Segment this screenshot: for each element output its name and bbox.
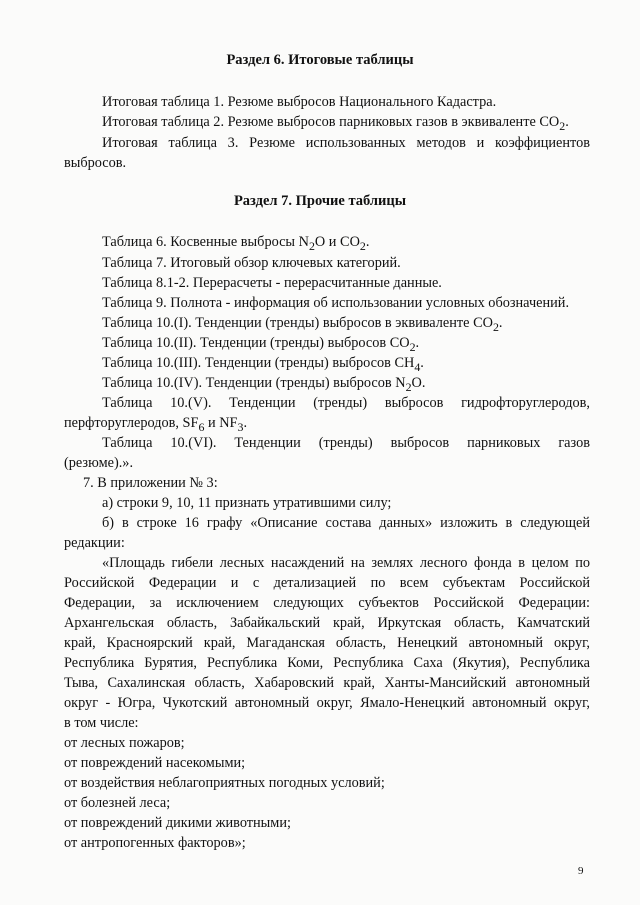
list-item: от повреждений насекомыми;: [64, 755, 246, 771]
quote-line: Федерации, за исключением следующих субъектов Российской Федерации:: [64, 595, 590, 611]
line-text: O.: [411, 375, 426, 391]
line-text: .: [498, 315, 503, 331]
list-item: от антропогенных факторов»;: [64, 835, 246, 851]
table-10-vi-line: Таблица 10.(VI). Тенденции (тренды) выбросов парниковых газов: [102, 435, 590, 451]
quote-line: в том числе:: [64, 715, 139, 731]
subscript: 2: [492, 319, 499, 334]
quote-line: Республика Бурятия, Республика Коми, Республика Саха (Якутия), Республика: [64, 655, 590, 671]
quote-line: Российской Федерации и с детализацией по всем субъектам Российской: [64, 575, 590, 591]
summary-table-3-line: Итоговая таблица 3. Резюме использованных методов и коэффициентов: [102, 135, 590, 151]
section-6-heading: Раздел 6. Итоговые таблицы: [226, 52, 414, 68]
line-text: Таблица 6. Косвенные выбросы N: [102, 234, 309, 250]
section-7-heading: Раздел 7. Прочие таблицы: [233, 193, 407, 209]
quote-line: Тыва, Сахалинская область, Хабаровский край, Ханты-Мансийский автономный: [64, 675, 590, 691]
quote-line: Архангельская область, Забайкальский край, Иркутская область, Камчатский: [64, 615, 590, 631]
table-10-v-line: Таблица 10.(V). Тенденции (тренды) выбросов гидрофторуглеродов,: [102, 395, 590, 411]
quote-line: «Площадь гибели лесных насаждений на землях лесного фонда в целом по: [102, 555, 590, 571]
subitem-b-continuation: редакции:: [64, 535, 125, 551]
list-item: от воздействия неблагоприятных погодных условий;: [64, 775, 385, 791]
quote-line: край, Красноярский край, Магаданская область, Ненецкий автономный округ,: [64, 635, 590, 651]
subscript: 2: [308, 238, 315, 253]
summary-table-3-continuation: выбросов.: [64, 155, 127, 171]
line-text: .: [365, 234, 370, 250]
line-text: .: [420, 355, 424, 371]
page-number: 9: [578, 865, 584, 877]
subscript: 3: [237, 419, 244, 434]
line-text: перфторуглеродов, SF: [64, 415, 199, 431]
line-text: Итоговая таблица 2. Резюме выбросов парниковых газов в эквиваленте CO: [102, 114, 560, 130]
subscript: 2: [559, 118, 566, 133]
subitem-b-line: б) в строке 16 графу «Описание состава данных» изложить в следующей: [102, 515, 590, 531]
list-item: от повреждений дикими животными;: [64, 815, 291, 831]
line-text: Таблица 10.(II). Тенденции (тренды) выбросов CO: [102, 335, 410, 351]
line-text: .: [243, 415, 248, 431]
item-7-line: 7. В приложении № 3:: [83, 475, 218, 491]
table-9-line: Таблица 9. Полнота - информация об использовании условных обозначений.: [102, 295, 570, 311]
quote-line: округ - Югра, Чукотский автономный округ, Ямало-Ненецкий автономный округ,: [64, 695, 590, 711]
subscript: 6: [198, 419, 205, 434]
line-text: и NF: [204, 415, 238, 431]
subscript: 2: [409, 339, 416, 354]
line-text: O и CO: [314, 234, 360, 250]
subscript: 2: [405, 379, 412, 394]
line-text: Таблица 10.(IV). Тенденции (тренды) выбросов N: [102, 375, 406, 391]
summary-table-1-line: Итоговая таблица 1. Резюме выбросов Национального Кадастра.: [102, 94, 497, 110]
subscript: 4: [414, 359, 421, 374]
table-10-vi-continuation: (резюме).».: [64, 455, 134, 471]
line-text: Таблица 10.(III). Тенденции (тренды) выбросов CH: [102, 355, 415, 371]
list-item: от болезней леса;: [64, 795, 171, 811]
list-item: от лесных пожаров;: [64, 735, 185, 751]
table-7-line: Таблица 7. Итоговый обзор ключевых категорий.: [102, 255, 401, 271]
subscript: 2: [359, 238, 366, 253]
line-text: .: [415, 335, 420, 351]
line-text: .: [565, 114, 569, 130]
subitem-a-line: а) строки 9, 10, 11 признать утратившими силу;: [102, 495, 392, 511]
line-text: Таблица 10.(I). Тенденции (тренды) выбросов в эквиваленте CO: [102, 315, 493, 331]
table-8-line: Таблица 8.1-2. Перерасчеты - перерасчитанные данные.: [102, 275, 442, 291]
